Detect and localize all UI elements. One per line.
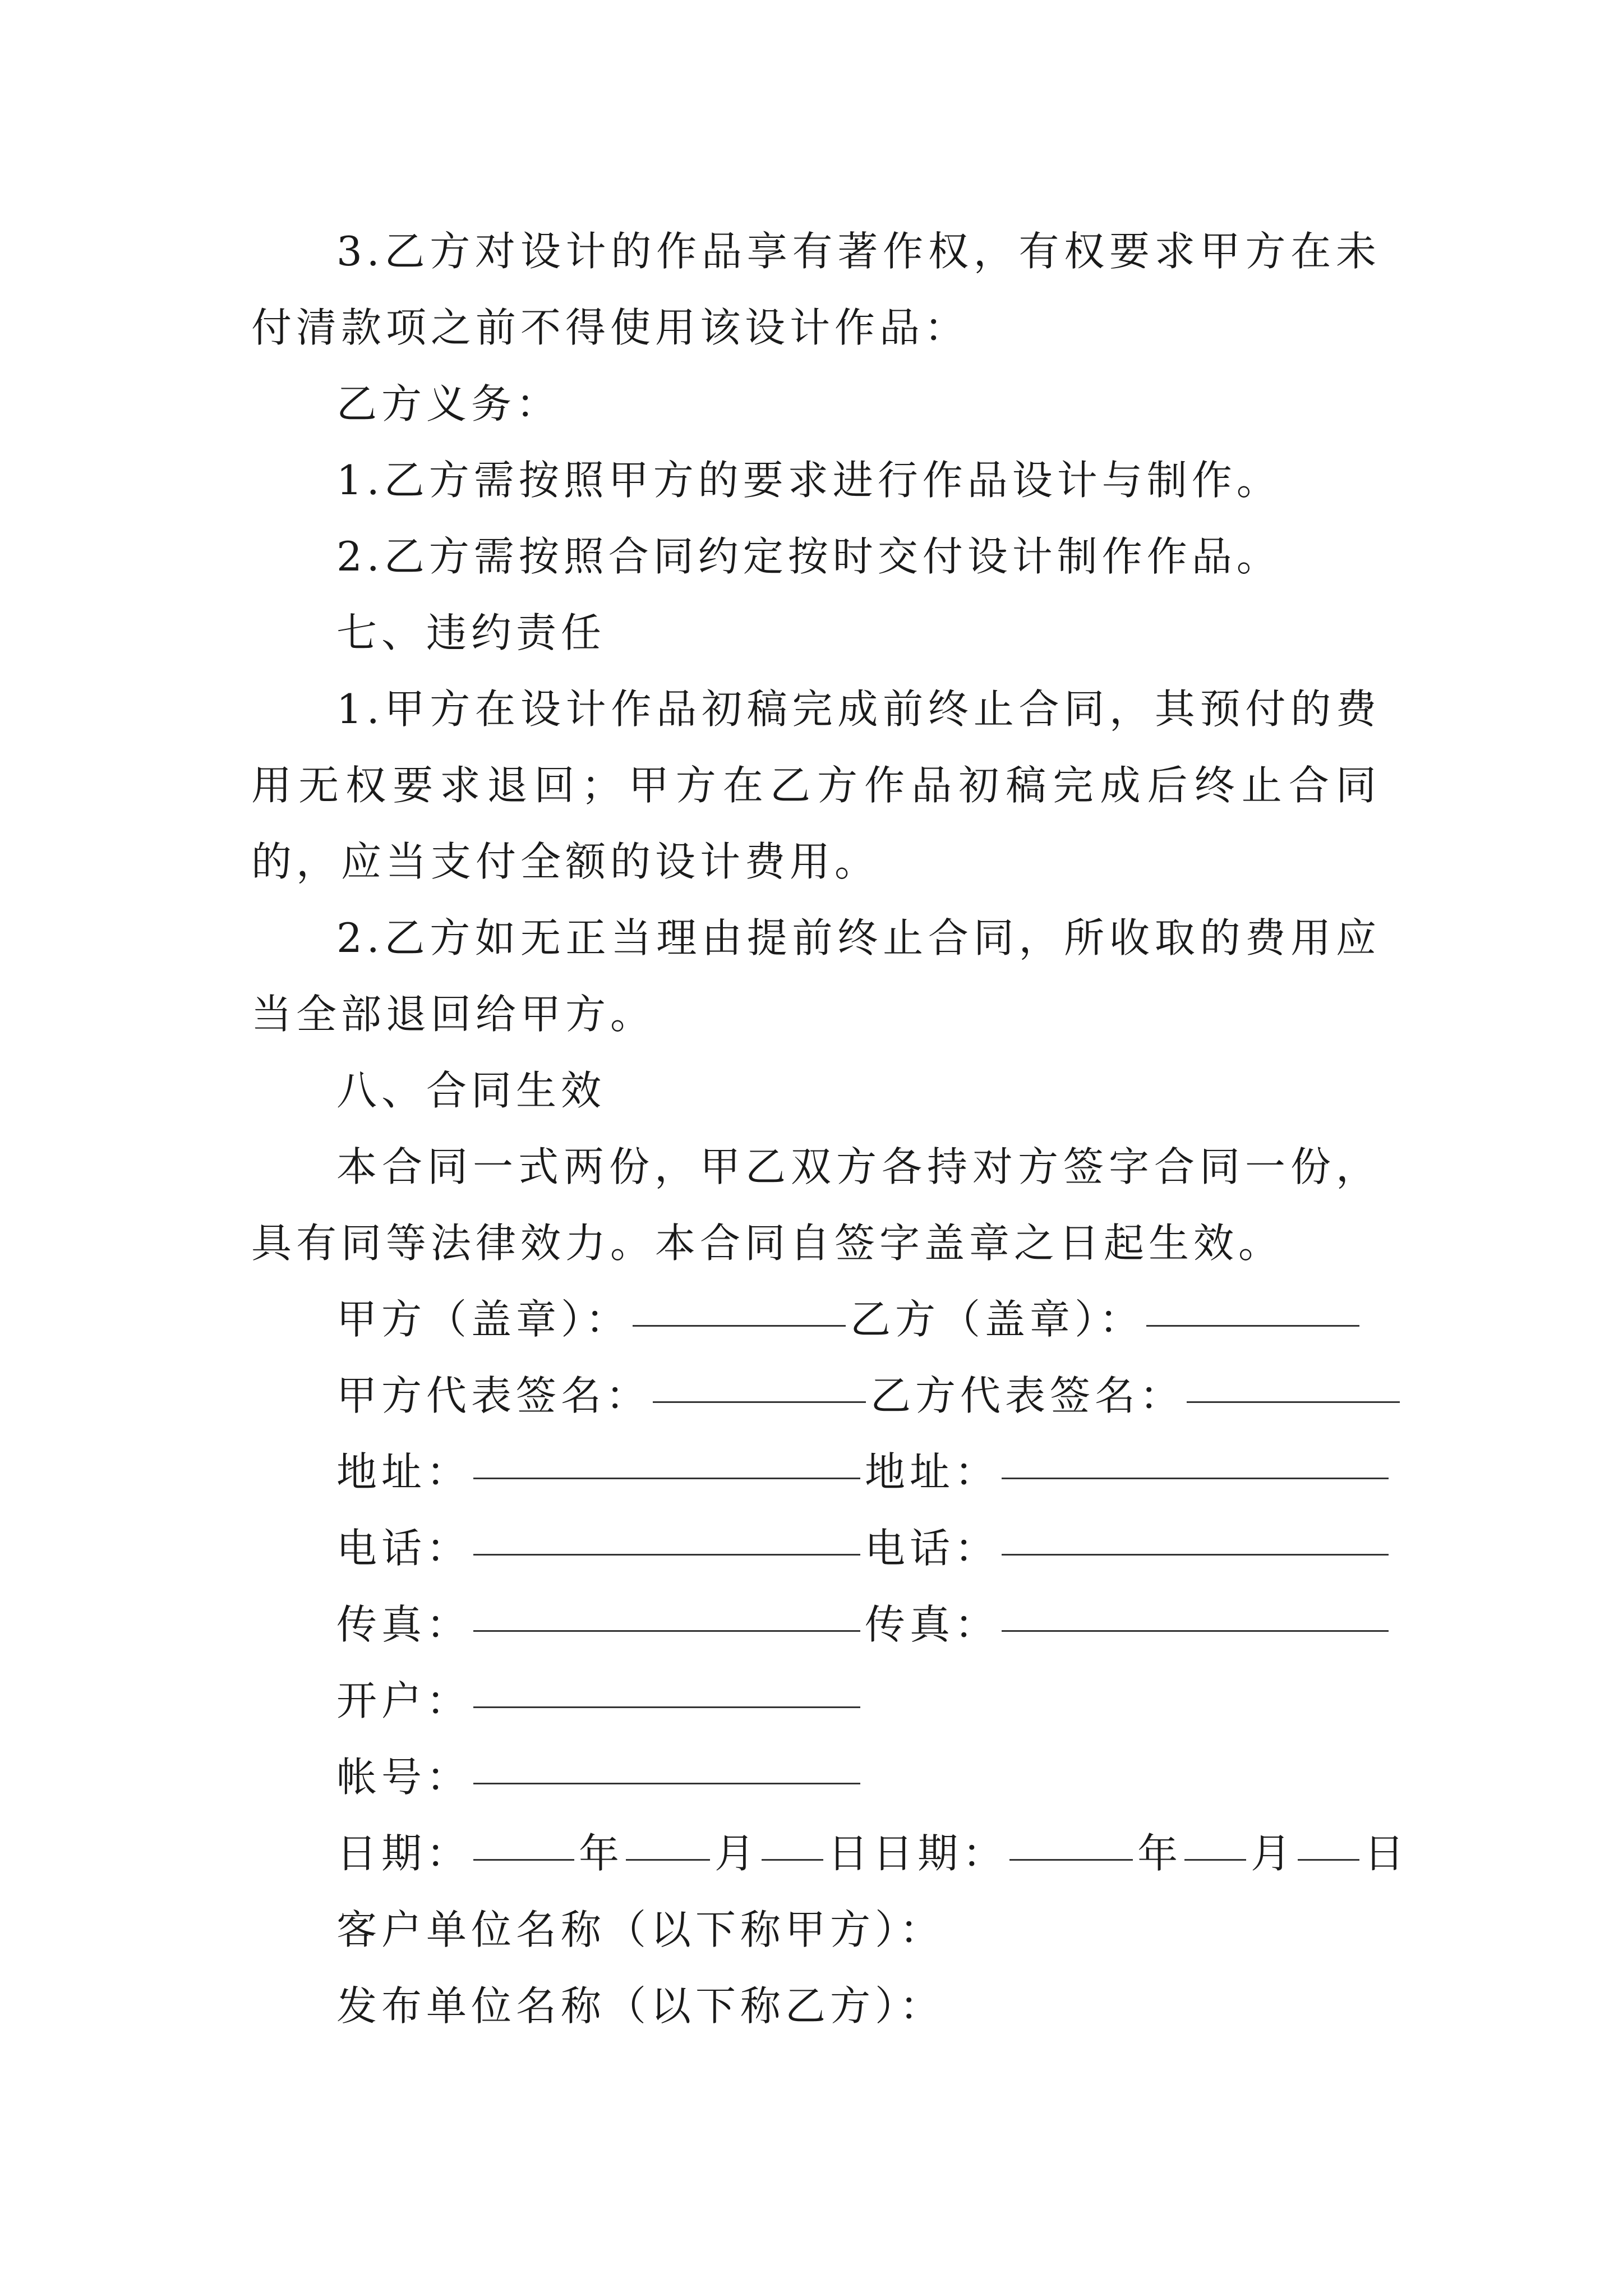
party-a-seal-blank[interactable] [633,1281,846,1327]
breach-clause-1: 1.甲方在设计作品初稿完成前终止合同，其预付的费用无权要求退回；甲方在乙方作品初稿完成后终止合同的，应当支付全额的设计费用。 [251,685,1381,885]
party-b-fax-label: 传真： [865,1601,1000,1648]
representative-row [336,1358,1404,1434]
party-a-fax-label: 传真： [336,1601,472,1648]
party-a-day-blank[interactable] [762,1815,823,1861]
account-row [336,1739,865,1815]
party-b-year-label: 年 [1137,1830,1183,1877]
party-b-month-blank[interactable] [1184,1815,1246,1861]
party-b-day-label: 日 [1364,1830,1409,1877]
party-b-address-blank[interactable] [1002,1434,1389,1479]
client-name-line: 客户单位名称（以下称甲方）： [336,1906,945,1953]
phone-row [336,1510,1393,1586]
party-a-day-label: 日 [828,1830,873,1877]
bank-blank[interactable] [473,1663,860,1708]
party-b-obligations-heading: 乙方义务： [336,380,561,427]
document-page [251,0,1409,2296]
party-a-address-label: 地址： [336,1448,472,1496]
party-b-rep-label: 乙方代表签名： [870,1372,1185,1419]
party-b-month-label: 月 [1251,1830,1296,1877]
party-b-seal-label: 乙方（盖章）： [850,1296,1145,1343]
party-a-phone-blank[interactable] [473,1510,860,1556]
party-a-year-label: 年 [579,1830,624,1877]
account-blank[interactable] [473,1739,860,1784]
party-a-year-blank[interactable] [473,1815,574,1861]
party-b-obligation-1: 1.乙方需按照甲方的要求进行作品设计与制作。 [336,457,1281,504]
party-b-year-blank[interactable] [1009,1815,1133,1861]
party-a-rep-blank[interactable] [653,1358,866,1403]
party-b-obligation-2: 2.乙方需按照合同约定按时交付设计制作作品。 [336,533,1281,580]
party-a-month-blank[interactable] [626,1815,710,1861]
fax-row [336,1586,1393,1663]
publisher-name-line: 发布单位名称（以下称乙方）： [336,1982,945,2030]
party-b-phone-blank[interactable] [1002,1510,1389,1556]
bank-label: 开户： [336,1677,472,1724]
party-a-fax-blank[interactable] [473,1586,860,1632]
party-a-date-label: 日期： [336,1830,472,1877]
party-b-rep-blank[interactable] [1187,1358,1400,1403]
party-b-day-blank[interactable] [1298,1815,1359,1861]
party-a-rep-label: 甲方代表签名： [336,1372,651,1419]
party-a-seal-label: 甲方（盖章）： [336,1296,631,1343]
party-b-date-label: 日期： [873,1830,1008,1877]
clause-copyright: 3.乙方对设计的作品享有著作权，有权要求甲方在未付清款项之前不得使用该设计作品： [251,228,1381,351]
address-row [336,1434,1393,1510]
effective-clause: 本合同一式两份，甲乙双方各持对方签字合同一份，具有同等法律效力。本合同自签字盖章之日起生效。 [251,1143,1381,1267]
account-label: 帐号： [336,1754,472,1801]
section-effective-heading: 八、合同生效 [336,1067,606,1114]
party-a-address-blank[interactable] [473,1434,860,1479]
date-row [336,1815,1409,1892]
party-b-phone-label: 电话： [865,1525,1000,1572]
breach-clause-2: 2.乙方如无正当理由提前终止合同，所收取的费用应当全部退回给甲方。 [251,914,1381,1038]
party-b-address-label: 地址： [865,1448,1000,1496]
bank-row [336,1663,865,1739]
section-breach-heading: 七、违约责任 [336,609,606,656]
party-b-fax-blank[interactable] [1002,1586,1389,1632]
party-a-month-label: 月 [714,1830,760,1877]
seal-row [336,1281,1364,1358]
party-b-seal-blank[interactable] [1146,1281,1359,1327]
party-a-phone-label: 电话： [336,1525,472,1572]
